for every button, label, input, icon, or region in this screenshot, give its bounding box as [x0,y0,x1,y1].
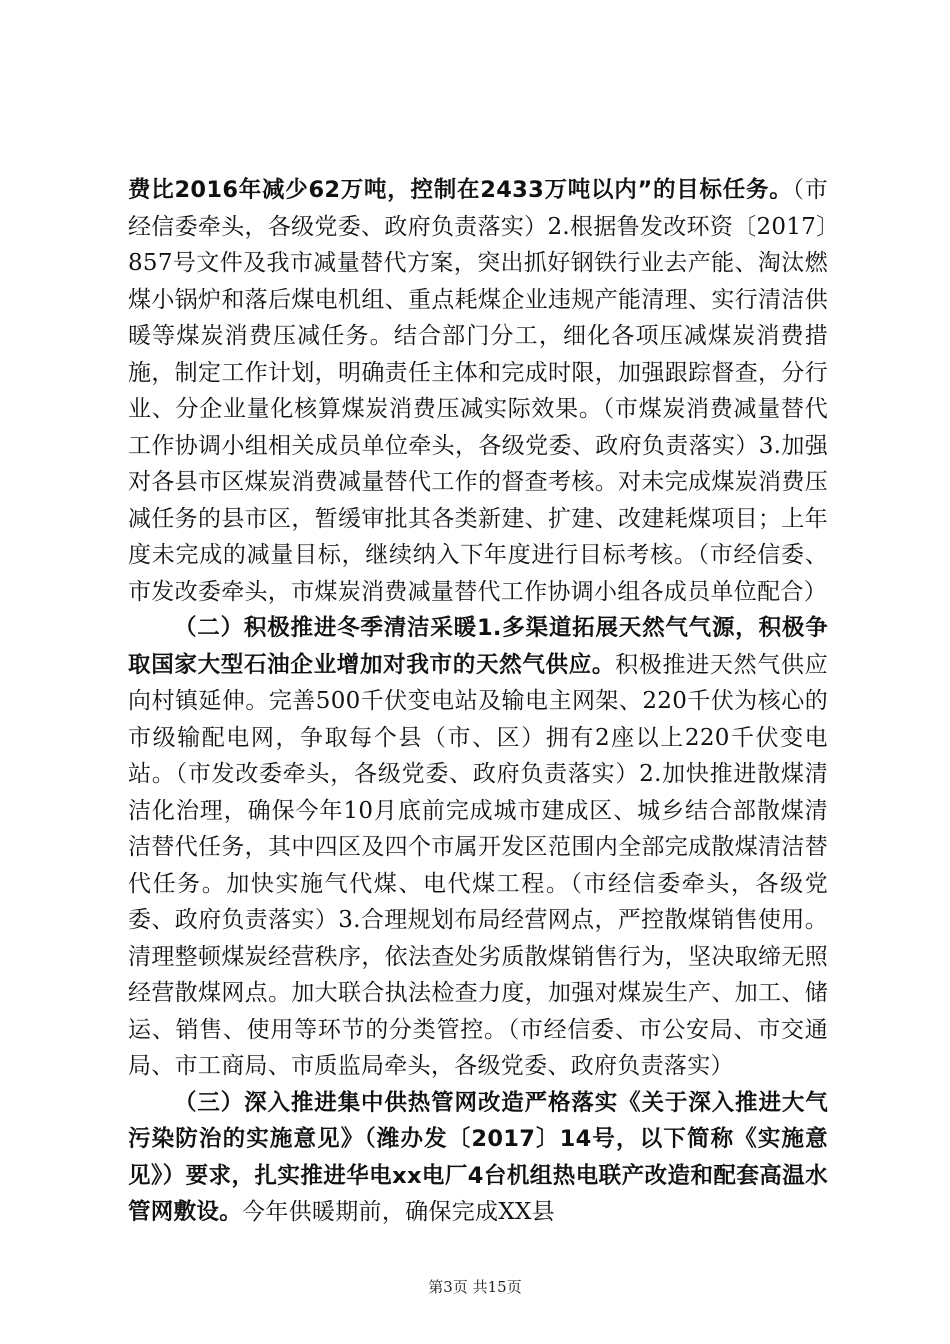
page-number-footer: 第3页 共15页 [428,1278,522,1296]
paragraph-3 [128,1085,828,1231]
paragraph-2 [128,610,828,1085]
paragraph-1-bold-run: 费比2016年减少62万吨，控制在2433万吨以内”的目标任务。 [128,177,793,203]
paragraph-2-text-run: 积极推进天然气供应向村镇延伸。完善500千伏变电站及输电主网架、220千伏为核心的市级输配电网，争取每个县（市、区）拥有2座以上220千伏变电站。（市发改委牵头，各级党委、政府负责落实）2.加快推进散煤清洁化治理，确保今年10月底前完成城市建成区、城乡结合部散煤清洁替代任务，其中四区及四个市属开发区范围内全部完成散煤清洁替代任务。加快实施气代煤、电代煤工程。（市经信委牵头，各级党委、政府负责落实）3.合理规划布局经营网点，严控散煤销售使用。清理整顿煤炭经营秩序，依法查处劣质散煤销售行为，坚决取缔无照经营散煤网点。加大联合执法检查力度，加强对煤炭生产、加工、储运、销售、使用等环节的分类管控。（市经信委、市公安局、市交通局、市工商局、市质监局牵头，各级党委、政府负责落实） [128,651,828,1079]
paragraph-3-heading: （三）深入推进集中供热管网改造严格落实《关于深入推进大气污染防治的实施意见》（潍办发〔2017〕14号，以下简称《实施意见》）要求，扎实推进华电xx电厂4台机组热电联产改造和配套高温水管网敷设。 [128,1089,828,1225]
paragraph-2-heading: （二）积极推进冬季清洁采暖1.多渠道拓展天然气气源，积极争取国家大型石油企业增加对我市的天然气供应。 [128,615,828,678]
paragraph-3-text-run: 今年供暖期前，确保完成XX县 [242,1199,555,1225]
paragraph-1-text-run: （市经信委牵头，各级党委、政府负责落实）2.根据鲁发改环资〔2017〕857号文件及我市减量替代方案，突出抓好钢铁行业去产能、淘汰燃煤小锅炉和落后煤电机组、重点耗煤企业违规产能清理、实行清洁供暖等煤炭消费压减任务。结合部门分工，细化各项压减煤炭消费措施，制定工作计划，明确责任主体和完成时限，加强跟踪督查，分行业、分企业量化核算煤炭消费压减实际效果。（市煤炭消费减量替代工作协调小组相关成员单位牵头，各级党委、政府负责落实）3.加强对各县市区煤炭消费减量替代工作的督查考核。对未完成煤炭消费压减任务的县市区，暂缓审批其各类新建、扩建、改建耗煤项目；上年度未完成的减量目标，继续纳入下年度进行目标考核。（市经信委、市发改委牵头，市煤炭消费减量替代工作协调小组各成员单位配合） [128,177,828,605]
document-body [128,172,828,1231]
paragraph-1 [128,172,828,610]
